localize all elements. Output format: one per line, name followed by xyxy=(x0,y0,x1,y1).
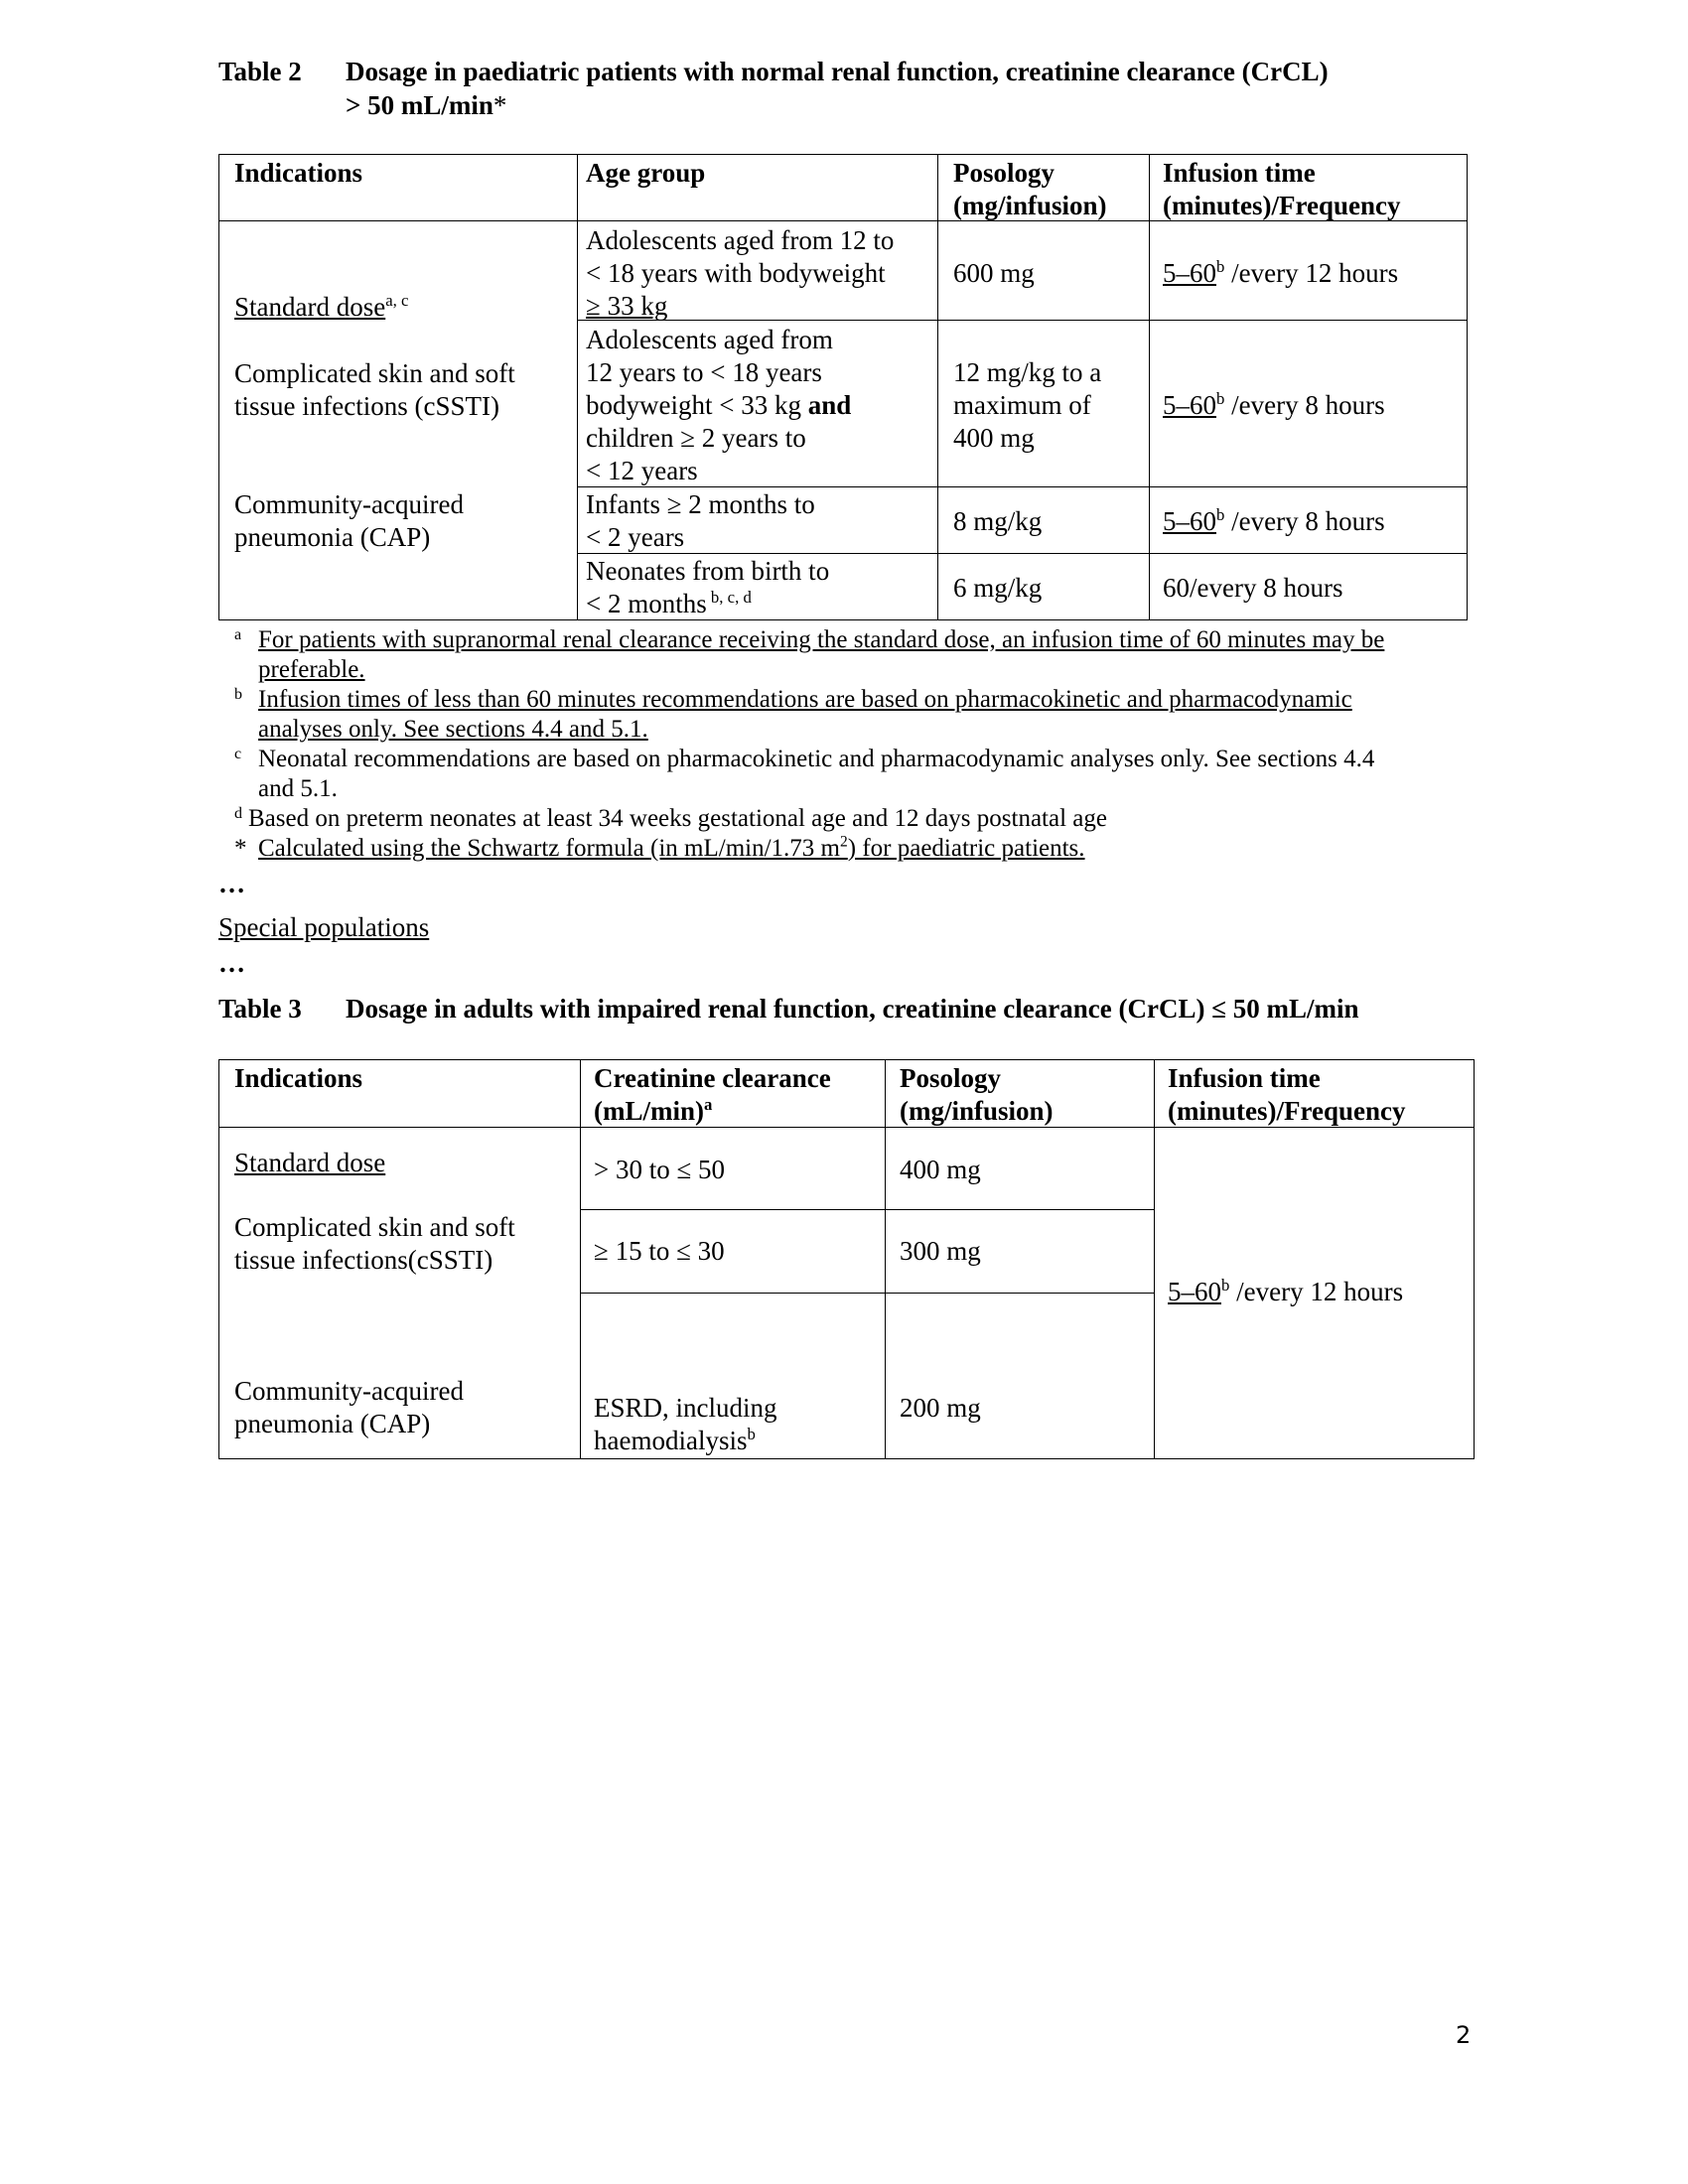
table2-header-infusion-1: Infusion time xyxy=(1163,158,1316,188)
table2-header-infusion-2: (minutes)/Frequency xyxy=(1163,191,1401,220)
table3-border-bottom xyxy=(218,1458,1475,1459)
table2-header-indications: Indications xyxy=(234,158,363,188)
table2-standard-dose-label: Standard dose xyxy=(234,292,386,322)
table3-row3-crcl xyxy=(594,1392,777,1457)
footnote-b-line2: analyses only. See sections 4.4 and 5.1. xyxy=(258,716,648,743)
footnote-a-line1: For patients with supranormal renal clearance receiving the standard dose, an infusion time of 60 minutes may be xyxy=(258,626,1385,653)
table2-title-line1: Dosage in paediatric patients with normal renal function, creatinine clearance (CrCL) xyxy=(346,57,1329,86)
footnote-a-mark: a xyxy=(234,626,242,643)
footnote-d-text: Based on preterm neonates at least 34 weeks gestational age and 12 days postnatal age xyxy=(248,805,1107,832)
footnote-b-line1: Infusion times of less than 60 minutes recommendations are based on pharmacokinetic and pharmacodynamic xyxy=(258,686,1352,713)
table2-divider-3 xyxy=(1149,154,1150,620)
table3-indication-standard-dose: Standard dose xyxy=(234,1148,386,1177)
table3-border-right xyxy=(1474,1059,1475,1459)
table2-row2-posology xyxy=(953,356,1101,455)
table3-row3-crcl-line1: ESRD, including xyxy=(594,1393,777,1423)
table3-divider-2 xyxy=(885,1059,886,1459)
table2-row4-age-line1: Neonates from birth to xyxy=(586,556,830,586)
table2-divider-1 xyxy=(577,154,578,620)
table2-cssti-line2: tissue infections (cSSTI) xyxy=(234,391,499,421)
table3-label: Table 3 xyxy=(218,994,302,1024)
table2-row3-age-line2: < 2 years xyxy=(586,522,685,552)
footnote-c-line2: and 5.1. xyxy=(258,775,338,802)
table2-cssti-line1: Complicated skin and soft xyxy=(234,358,515,388)
table3-cap-line2: pneumonia (CAP) xyxy=(234,1409,431,1438)
table3-header-infusion-1: Infusion time xyxy=(1168,1063,1321,1093)
table3-header-posology-2: (mg/infusion) xyxy=(900,1096,1054,1126)
table2-row3-infusion-link: 5–60 xyxy=(1163,506,1216,536)
table2-row2-age-line2: 12 years to < 18 years xyxy=(586,357,822,387)
table3-row2-posology: 300 mg xyxy=(900,1236,981,1266)
table2-row2-age-line4: children ≥ 2 years to xyxy=(586,423,806,453)
table2-row2-age-line1: Adolescents aged from xyxy=(586,325,833,354)
table3-header-crcl-2 xyxy=(594,1095,831,1128)
table3-infusion-link: 5–60 xyxy=(1168,1277,1221,1306)
footnote-d-mark: d xyxy=(234,805,242,822)
table2-row4-age-sup: b, c, d xyxy=(706,588,752,607)
table2-row1-age-line2: < 18 years with bodyweight xyxy=(586,258,886,288)
table2-header-posology-2: (mg/infusion) xyxy=(953,191,1107,220)
table2-indication-cssti xyxy=(234,357,515,423)
table2-row4-age-line2-text: < 2 months xyxy=(586,589,707,618)
table2-row2-infusion-sup: b xyxy=(1216,389,1225,408)
table2-row2-posology-line2: maximum of xyxy=(953,390,1091,420)
table2-row2-age-bold: and xyxy=(807,390,852,420)
table2-indication-standard-dose xyxy=(234,291,408,324)
table2-row3-posology: 8 mg/kg xyxy=(953,506,1043,536)
table2-divider-2 xyxy=(937,154,938,620)
table3-header-crcl-2-text: (mL/min) xyxy=(594,1096,704,1126)
footnote-star-pre: Calculated using the Schwartz formula (in mL/min/1.73 m xyxy=(258,835,840,862)
table3-border-top xyxy=(218,1059,1475,1060)
table3-border-left xyxy=(218,1059,219,1459)
footnote-star-mark: * xyxy=(234,835,247,862)
table2-border-right xyxy=(1467,154,1468,620)
table3-infusion xyxy=(1168,1276,1403,1308)
table2-standard-dose-sup: a, c xyxy=(385,291,409,310)
table2-border-bottom xyxy=(218,619,1468,620)
table2-cap-line2: pneumonia (CAP) xyxy=(234,522,431,552)
table3-row3-crcl-sup: b xyxy=(747,1425,756,1443)
footnote-star-text xyxy=(258,834,1085,864)
footnote-star-post: ) for paediatric patients. xyxy=(847,835,1085,862)
table2-header-posology-1: Posology xyxy=(953,158,1055,188)
table2-row1-posology: 600 mg xyxy=(953,258,1035,288)
footnote-c-line1: Neonatal recommendations are based on pharmacokinetic and pharmacodynamic analyses only. See sections 4.4 xyxy=(258,746,1375,772)
table3-divider-1 xyxy=(580,1059,581,1459)
table2-indication-cap xyxy=(234,488,464,554)
table3-infusion-sup: b xyxy=(1221,1276,1230,1295)
table2-header-posology xyxy=(953,157,1107,222)
table2-row2-infusion-rest: /every 8 hours xyxy=(1224,390,1385,420)
table3-row3-posology: 200 mg xyxy=(900,1393,981,1423)
table3-indication-cssti xyxy=(234,1211,515,1277)
footnote-b-mark: b xyxy=(234,686,242,703)
table2-row4-age xyxy=(586,555,829,620)
table3-header-posology-1: Posology xyxy=(900,1063,1002,1093)
table2-row2-age-line3 xyxy=(586,389,851,422)
footnote-c-mark: c xyxy=(234,746,242,762)
table2-row4-posology: 6 mg/kg xyxy=(953,573,1043,603)
table2-border-top xyxy=(218,154,1468,155)
table2-row2-posology-line1: 12 mg/kg to a xyxy=(953,357,1102,387)
table2-row3-infusion-rest: /every 8 hours xyxy=(1224,506,1385,536)
table2-cap-line1: Community-acquired xyxy=(234,489,464,519)
table2-row4-age-line2 xyxy=(586,588,829,620)
ellipsis-2: … xyxy=(218,948,245,978)
table2-row1-age-line3: ≥ 33 kg xyxy=(586,291,668,321)
table2-row2-infusion-link: 5–60 xyxy=(1163,390,1216,420)
table3-header-posology xyxy=(900,1062,1054,1128)
table2-row1-infusion-link: 5–60 xyxy=(1163,258,1216,288)
footnote-star-sup: 2 xyxy=(840,833,848,851)
table2-row1-infusion-sup: b xyxy=(1216,257,1225,276)
table3-row1-posology: 400 mg xyxy=(900,1155,981,1184)
table2-row3-age xyxy=(586,488,815,554)
table3-cssti-line2: tissue infections(cSSTI) xyxy=(234,1245,493,1275)
table3-header-crcl-sup: a xyxy=(704,1095,713,1114)
table2-title-line2-text: > 50 mL/min xyxy=(346,90,493,120)
table2-row2-infusion xyxy=(1163,389,1385,422)
table3-indication-cap xyxy=(234,1375,464,1440)
table2-title-line2 xyxy=(346,89,506,122)
table2-row4-infusion: 60/every 8 hours xyxy=(1163,573,1343,603)
special-populations-heading: Special populations xyxy=(218,912,430,942)
table3-row3-crcl-line2 xyxy=(594,1425,777,1457)
table3-cap-line1: Community-acquired xyxy=(234,1376,464,1406)
table2-row3-age-line1: Infants ≥ 2 months to xyxy=(586,489,815,519)
table2-label: Table 2 xyxy=(218,57,302,86)
footnote-a-line2: preferable. xyxy=(258,656,365,683)
table2-row3-infusion xyxy=(1163,505,1385,538)
table3-header-infusion-2: (minutes)/Frequency xyxy=(1168,1096,1406,1126)
table2-border-left xyxy=(218,154,219,620)
table3-header-crcl xyxy=(594,1062,831,1128)
table3-row1-crcl: > 30 to ≤ 50 xyxy=(594,1155,726,1184)
table2-row1-age-line1: Adolescents aged from 12 to xyxy=(586,225,895,255)
table3-title: Dosage in adults with impaired renal function, creatinine clearance (CrCL) ≤ 50 mL/min xyxy=(346,994,1359,1024)
table3-header-infusion xyxy=(1168,1062,1405,1128)
table2-header-age-group: Age group xyxy=(586,158,706,188)
page-number: 2 xyxy=(1456,2021,1472,2049)
table2-row1-age xyxy=(586,224,894,323)
footnote-c-text xyxy=(258,745,1374,804)
table2-row2-posology-line3: 400 mg xyxy=(953,423,1035,453)
table2-title-star: * xyxy=(492,90,507,120)
table2-header-infusion xyxy=(1163,157,1400,222)
table3-divider-3 xyxy=(1154,1059,1155,1459)
table3-row-rule-2 xyxy=(580,1293,1154,1294)
table2-row2-age xyxy=(586,324,851,487)
table3-row-rule-1 xyxy=(580,1209,1154,1210)
table2-row1-infusion xyxy=(1163,257,1398,290)
footnote-b-text xyxy=(258,685,1352,745)
table2-row2-age-line3-text: bodyweight < 33 kg xyxy=(586,390,808,420)
footnote-a-text xyxy=(258,625,1384,685)
table3-header-indications: Indications xyxy=(234,1063,363,1093)
table3-row2-crcl: ≥ 15 to ≤ 30 xyxy=(594,1236,725,1266)
table3-header-crcl-1: Creatinine clearance xyxy=(594,1063,831,1093)
table2-row1-infusion-rest: /every 12 hours xyxy=(1224,258,1399,288)
table2-row3-infusion-sup: b xyxy=(1216,505,1225,524)
table2-row2-age-line5: < 12 years xyxy=(586,456,698,485)
ellipsis-1: … xyxy=(218,869,245,898)
table3-row3-crcl-line2-text: haemodialysis xyxy=(594,1426,748,1455)
table3-cssti-line1: Complicated skin and soft xyxy=(234,1212,515,1242)
table3-infusion-rest: /every 12 hours xyxy=(1229,1277,1404,1306)
